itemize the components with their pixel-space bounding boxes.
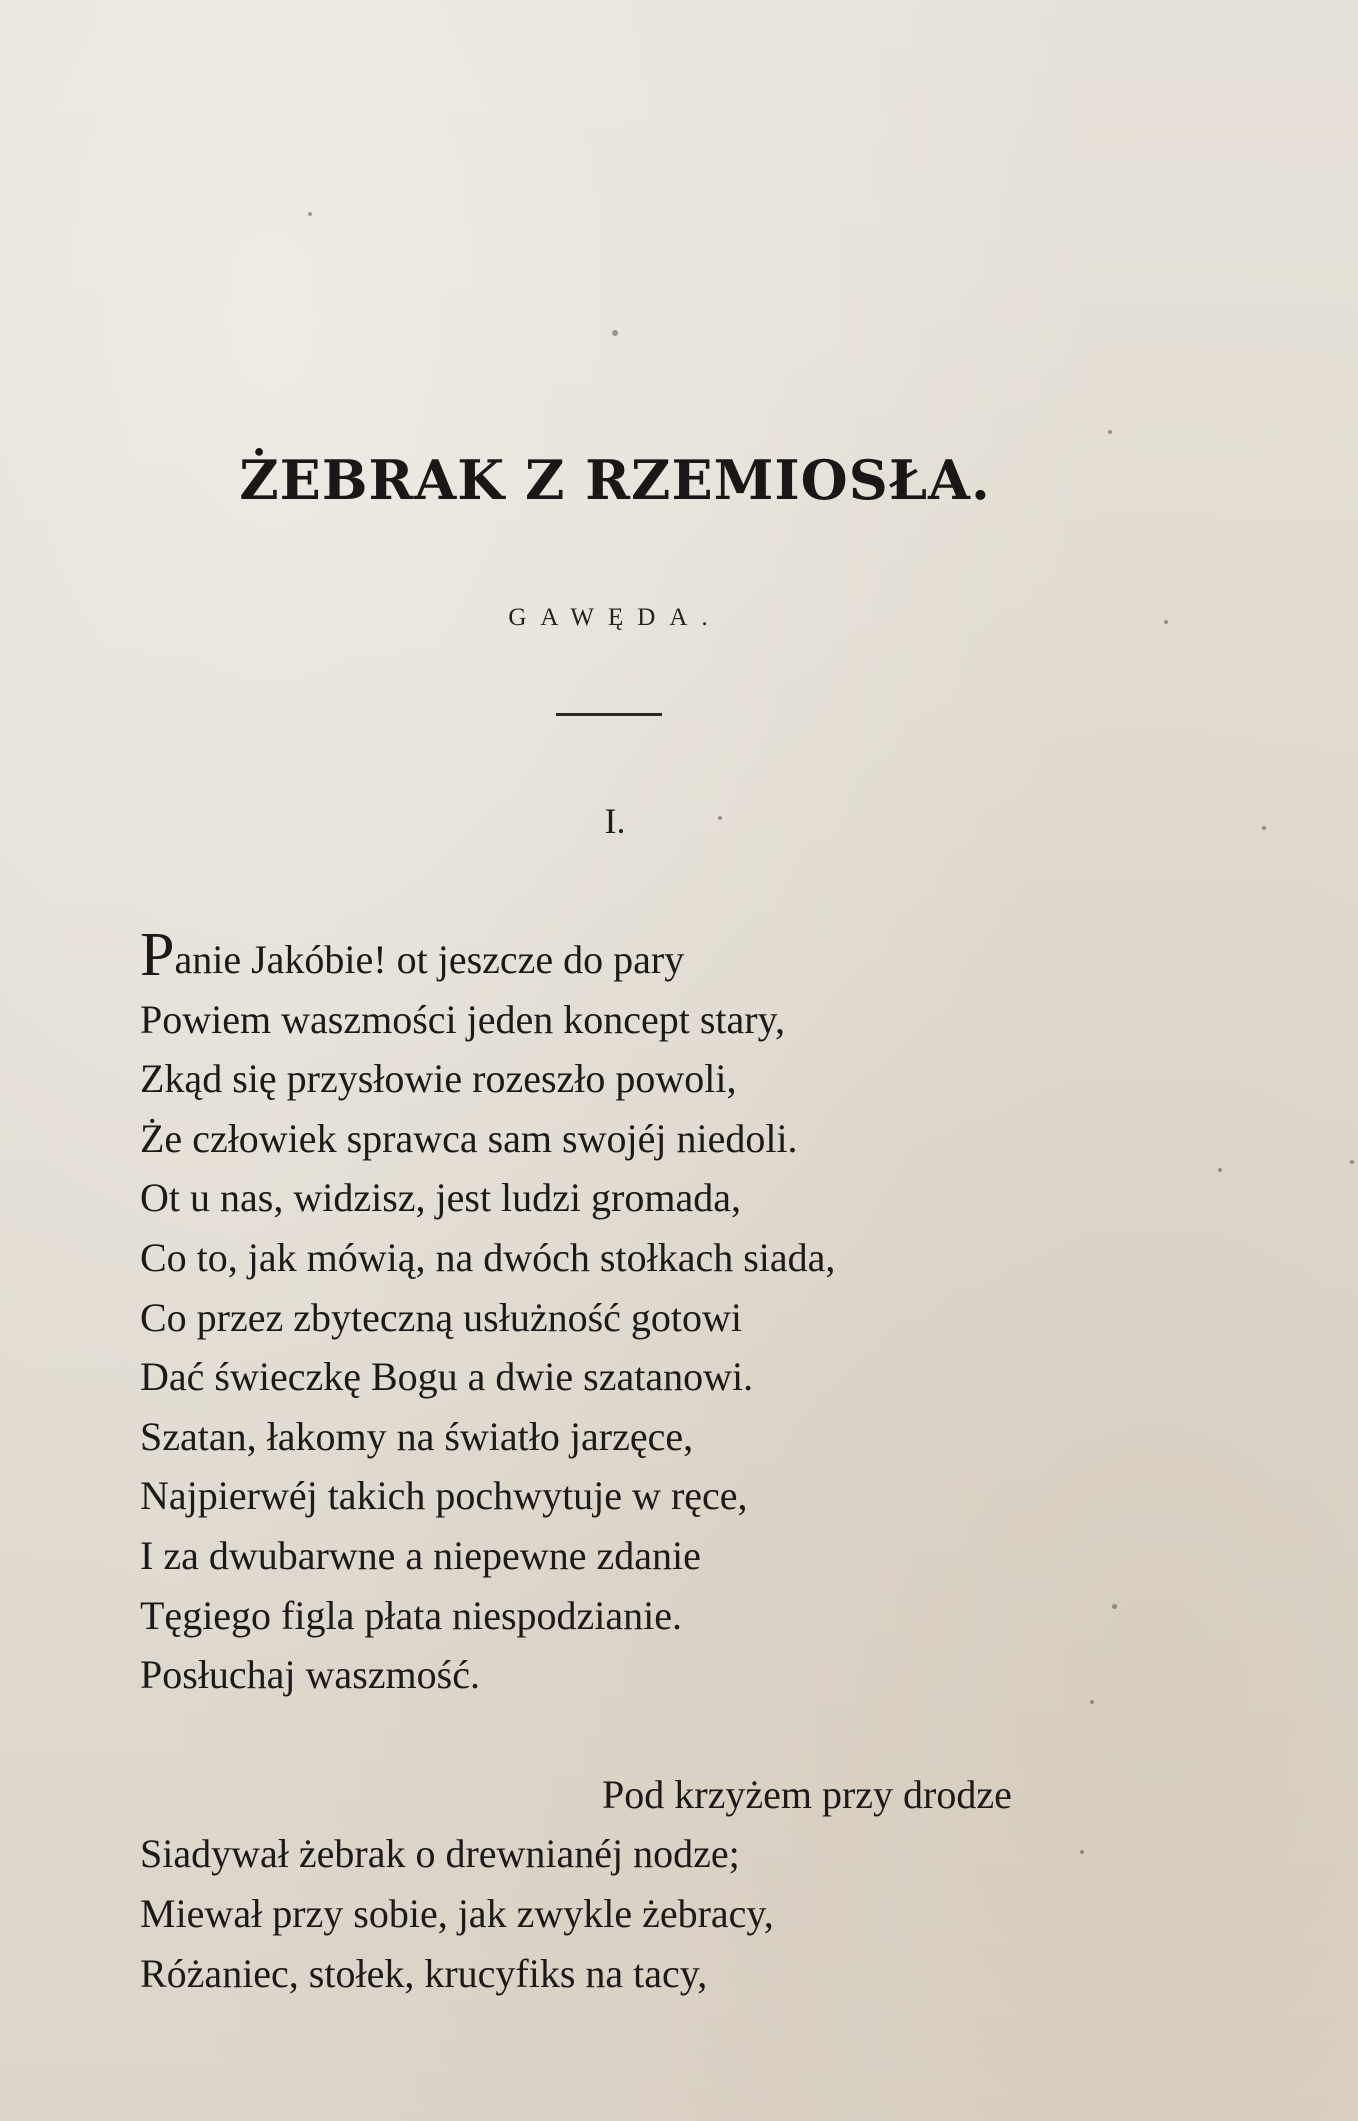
poem-line: Ot u nas, widzisz, jest ludzi gromada, bbox=[140, 1175, 741, 1221]
paper-speck bbox=[1218, 1168, 1222, 1172]
poem-line: Co przez zbyteczną usłużność gotowi bbox=[140, 1294, 743, 1340]
poem-line: Szatan, łakomy na światło jarzęce, bbox=[140, 1413, 694, 1459]
paper-speck bbox=[308, 212, 312, 216]
poem-line: Siadywał żebrak o drewnianéj nodze; bbox=[140, 1831, 740, 1877]
poem-line: Pod krzyżem przy drodze bbox=[602, 1771, 1012, 1817]
poem-title: ŻEBRAK Z RZEMIOSŁA. bbox=[239, 448, 991, 512]
poem-line: Najpierwéj takich pochwytuje w ręce, bbox=[140, 1473, 748, 1519]
poem-line: I za dwubarwne a niepewne zdanie bbox=[140, 1532, 701, 1578]
title-rule bbox=[556, 713, 662, 716]
section-number: I. bbox=[604, 801, 626, 841]
stanza-gap bbox=[140, 1705, 1200, 1765]
poem-line: Że człowiek sprawca sam swojéj niedoli. bbox=[140, 1115, 798, 1161]
poem-line-text: anie Jakóbie! ot jeszcze do pary bbox=[174, 937, 685, 982]
poem-line: Powiem waszmości jeden koncept stary, bbox=[140, 996, 786, 1042]
paper-speck bbox=[1108, 430, 1112, 434]
poem-subtitle: GAWĘDA. bbox=[508, 604, 722, 631]
paper-speck bbox=[1262, 826, 1266, 830]
poem-body bbox=[140, 921, 1200, 2003]
poem-line: Miewał przy sobie, jak zwykle żebracy, bbox=[140, 1890, 774, 1936]
poem-line: Tęgiego figla płata niespodzianie. bbox=[140, 1592, 683, 1638]
drop-cap: P bbox=[140, 921, 175, 989]
poem-line bbox=[140, 921, 1200, 990]
poem-line: Zkąd się przysłowie rozeszło powoli, bbox=[140, 1056, 737, 1102]
poem-line: Dać świeczkę Bogu a dwie szatanowi. bbox=[140, 1354, 754, 1400]
poem-line: Co to, jak mówią, na dwóch stołkach siada, bbox=[140, 1234, 836, 1280]
paper-speck bbox=[1350, 1160, 1354, 1164]
poem-line: Różaniec, stołek, krucyfiks na tacy, bbox=[140, 1950, 708, 1996]
poem-line: Posłuchaj waszmość. bbox=[140, 1652, 480, 1698]
paper-speck bbox=[612, 330, 618, 336]
